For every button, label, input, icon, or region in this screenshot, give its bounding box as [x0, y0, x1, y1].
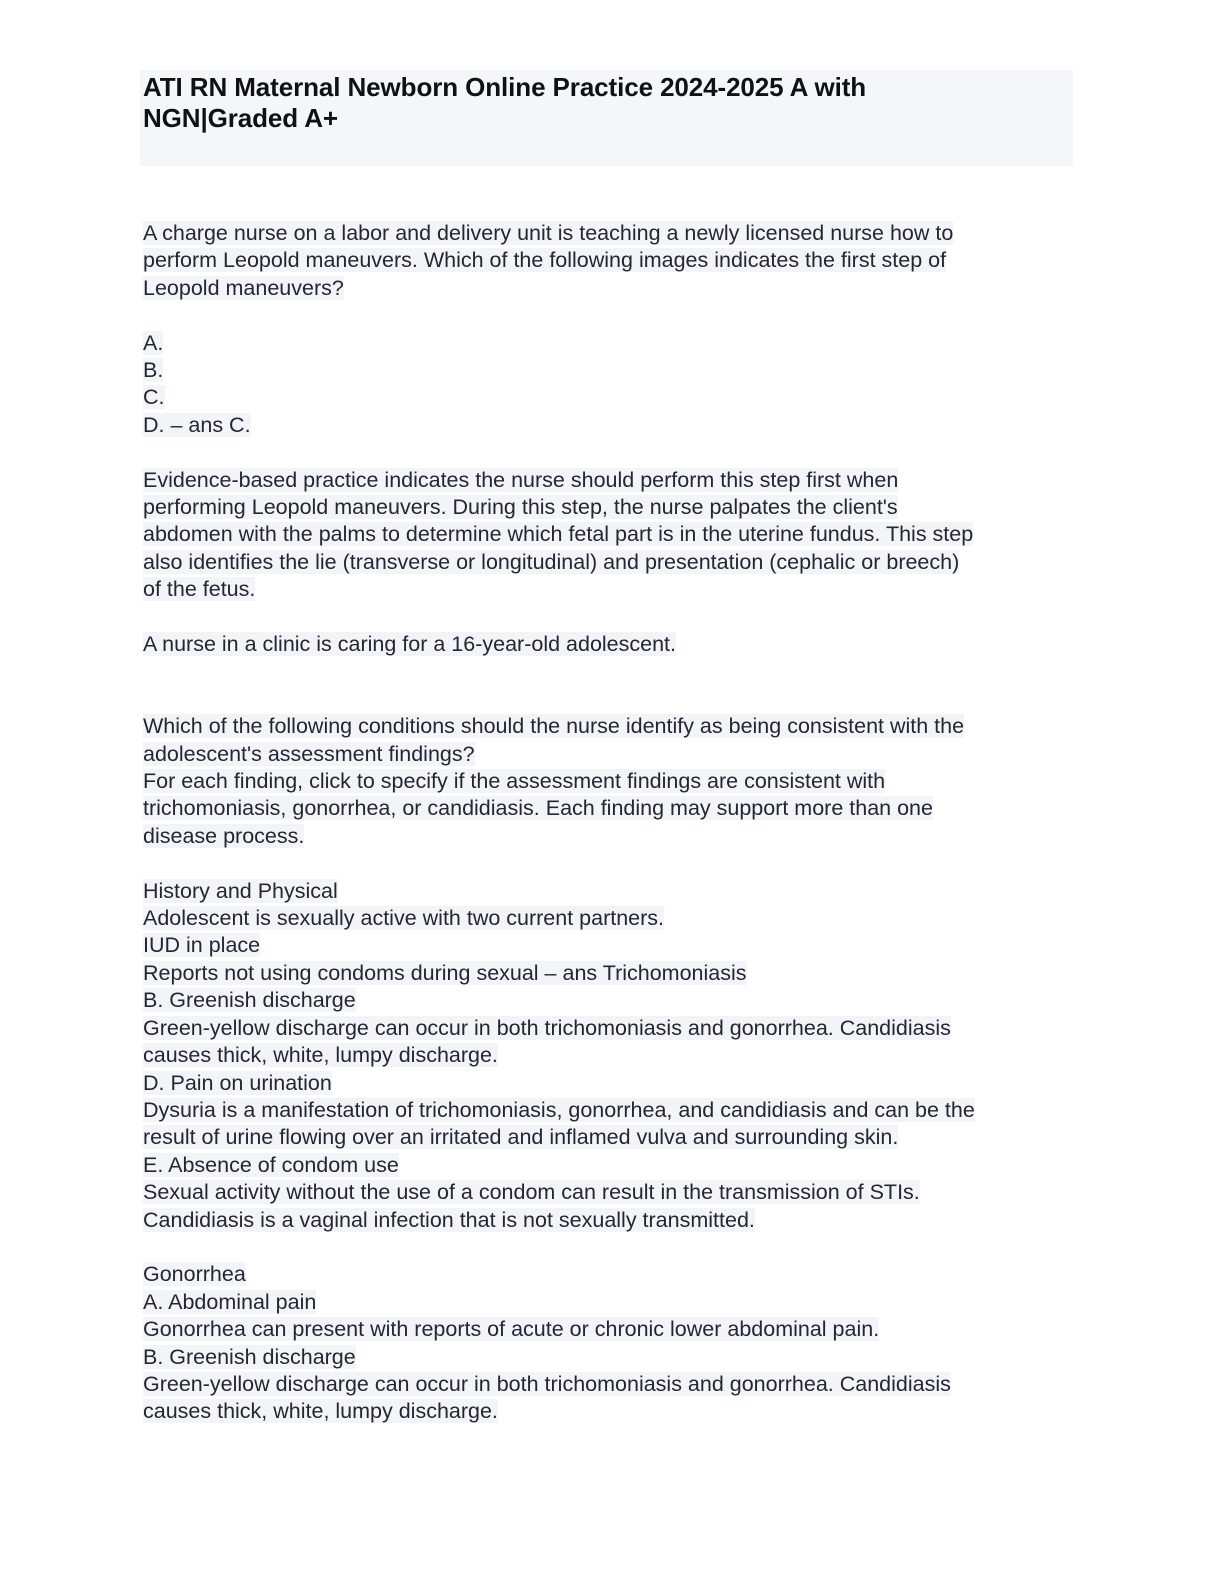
- rationale-line: Evidence-based practice indicates the nurse should perform this step first when: [143, 467, 899, 492]
- gonorrhea-section: [143, 1261, 1083, 1425]
- history-line: Reports not using condoms during sexual – ans Trichomoniasis: [143, 960, 747, 985]
- document-body: [143, 220, 1083, 1426]
- history-line: Green-yellow discharge can occur in both trichomoniasis and gonorrhea. Candidiasis: [143, 1015, 951, 1040]
- question-text-line: trichomoniasis, gonorrhea, or candidiasis. Each finding may support more than one: [143, 796, 933, 821]
- history-and-physical: [143, 878, 1083, 1234]
- rationale-line: performing Leopold maneuvers. During this step, the nurse palpates the client's: [143, 495, 898, 520]
- question-text-line: For each finding, click to specify if the assessment findings are consistent with: [143, 769, 886, 794]
- question-text-line: Leopold maneuvers?: [143, 275, 344, 300]
- history-line: Candidiasis is a vaginal infection that is not sexually transmitted.: [143, 1207, 755, 1232]
- document-title: [143, 72, 1070, 134]
- history-line: IUD in place: [143, 933, 261, 958]
- question-text-line: adolescent's assessment findings?: [143, 741, 475, 766]
- question-2-intro: [143, 631, 1083, 658]
- history-line: B. Greenish discharge: [143, 988, 356, 1013]
- title-line: ATI RN Maternal Newborn Online Practice 2024-2025 A with: [143, 72, 867, 102]
- answer-option: B.: [143, 358, 164, 383]
- question-1: [143, 220, 1083, 302]
- intro-line: A nurse in a clinic is caring for a 16-year-old adolescent.: [143, 632, 676, 657]
- rationale-line: of the fetus.: [143, 577, 256, 602]
- title-line: NGN|Graded A+: [143, 103, 338, 133]
- title-banner: [140, 70, 1073, 166]
- question-text-line: disease process.: [143, 823, 305, 848]
- gonorrhea-line: Green-yellow discharge can occur in both trichomoniasis and gonorrhea. Candidiasis: [143, 1371, 951, 1396]
- answer-option: A.: [143, 330, 164, 355]
- history-line: E. Absence of condom use: [143, 1152, 399, 1177]
- question-1-rationale: [143, 467, 1083, 604]
- history-line: result of urine flowing over an irritated and inflamed vulva and surrounding skin.: [143, 1125, 899, 1150]
- history-line: Sexual activity without the use of a condom can result in the transmission of STIs.: [143, 1180, 920, 1205]
- question-text-line: perform Leopold maneuvers. Which of the following images indicates the first step of: [143, 248, 947, 273]
- history-line: History and Physical: [143, 878, 338, 903]
- question-2: [143, 713, 1083, 850]
- gonorrhea-line: Gonorrhea: [143, 1262, 246, 1287]
- rationale-line: abdomen with the palms to determine which fetal part is in the uterine fundus. This step: [143, 522, 974, 547]
- history-line: Adolescent is sexually active with two current partners.: [143, 906, 665, 931]
- gonorrhea-line: Gonorrhea can present with reports of acute or chronic lower abdominal pain.: [143, 1317, 880, 1342]
- question-1-options: [143, 330, 1083, 440]
- gonorrhea-line: A. Abdominal pain: [143, 1289, 317, 1314]
- answer-option: D. – ans C.: [143, 412, 251, 437]
- rationale-line: also identifies the lie (transverse or longitudinal) and presentation (cephalic or breech): [143, 549, 960, 574]
- gonorrhea-line: B. Greenish discharge: [143, 1344, 356, 1369]
- history-line: D. Pain on urination: [143, 1070, 332, 1095]
- history-line: causes thick, white, lumpy discharge.: [143, 1043, 498, 1068]
- question-text-line: A charge nurse on a labor and delivery unit is teaching a newly licensed nurse how to: [143, 221, 954, 245]
- question-text-line: Which of the following conditions should the nurse identify as being consistent with the: [143, 714, 965, 739]
- history-line: Dysuria is a manifestation of trichomoniasis, gonorrhea, and candidiasis and can be the: [143, 1097, 975, 1122]
- gonorrhea-line: causes thick, white, lumpy discharge.: [143, 1399, 498, 1424]
- answer-option: C.: [143, 385, 165, 410]
